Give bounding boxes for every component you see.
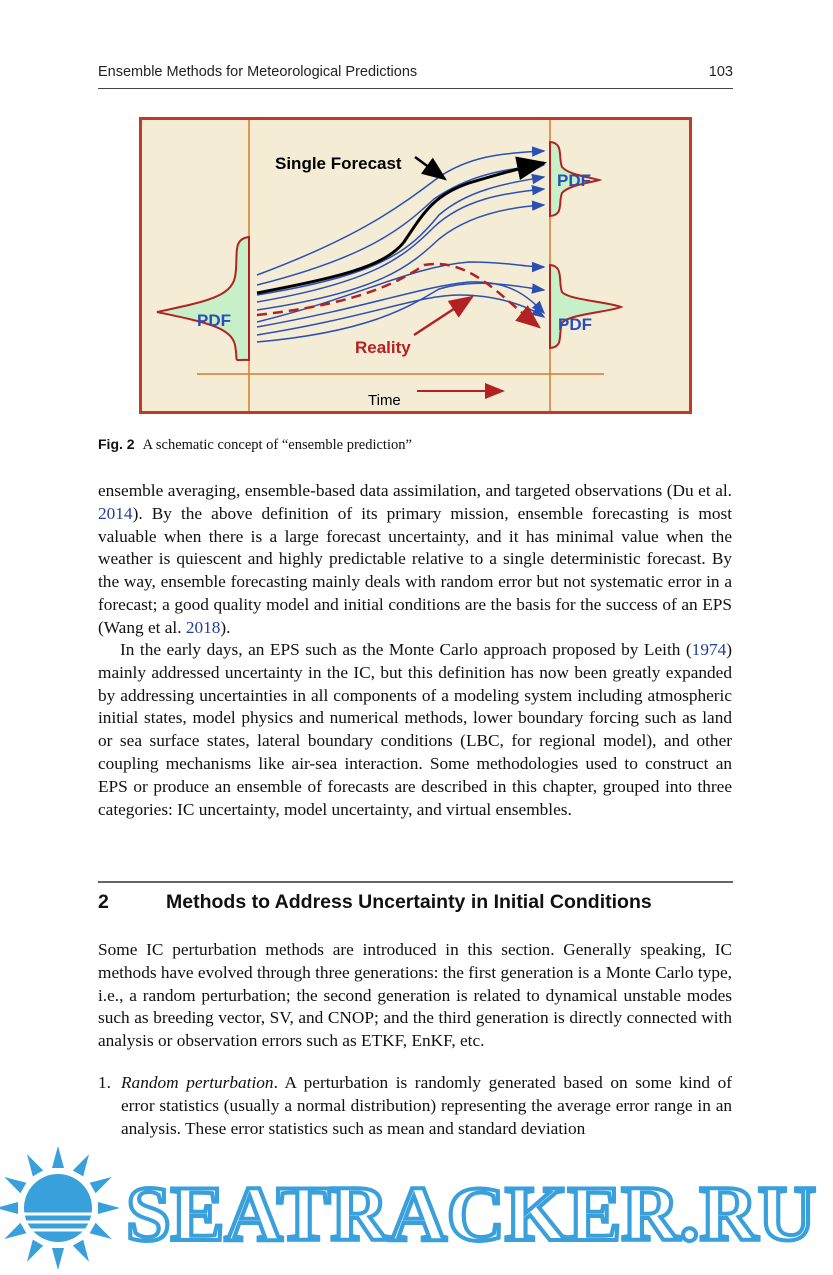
body-paragraph-1: ensemble averaging, ensemble-based data assimilation, and targeted observations (Du et al. 2014). By the above definition of its primary mission, ensemble forecasting is most valuable when there is a large forecast uncertainty, and it has minimal value when the weather is quiescent and highly predictable relative to a single deterministic forecast. By the way, ensemble forecasting mainly deals with random error but not systematic error in a forecast; a good quality model and initial conditions are the basis for the success of an EPS (Wang et al. 2018). xyxy=(98,481,732,637)
running-header xyxy=(98,64,733,89)
reality-label: Reality xyxy=(355,338,411,357)
citation-link[interactable]: 2014 xyxy=(98,503,133,523)
list-item-number: 1. xyxy=(98,1073,111,1092)
figure-ensemble-schematic xyxy=(139,117,692,414)
section-heading xyxy=(98,881,733,914)
figure-caption xyxy=(98,436,412,454)
watermark xyxy=(0,1140,833,1270)
pdf-bottom-right-label: PDF xyxy=(558,315,592,334)
time-label: Time xyxy=(368,392,401,409)
single-forecast-label: Single Forecast xyxy=(275,154,402,173)
list-item xyxy=(98,1072,732,1140)
figure-caption-text: A schematic concept of “ensemble prediction” xyxy=(142,437,412,453)
pdf-top-right-label: PDF xyxy=(557,171,591,190)
watermark-text: SEATRACKER.RU xyxy=(126,1170,816,1257)
citation-link[interactable]: 2018 xyxy=(185,617,221,637)
section-number: 2 xyxy=(98,891,109,913)
page-number: 103 xyxy=(708,64,733,80)
citation-link[interactable]: 1974 xyxy=(691,640,727,659)
section-title: Methods to Address Uncertainty in Initial Conditions xyxy=(166,891,652,913)
list-item-text: . A perturbation is randomly generated based on some kind of error statistics (usually a normal distribution) representing the average error range in an analysis. These error statistics such as mean and standard deviation xyxy=(121,1073,732,1138)
body-paragraph-3: Some IC perturbation methods are introduced in this section. Generally speaking, IC methods have evolved through three generations: the first generation is a Monte Carlo type, i.e., a random perturbation; the second generation is related to dynamical unstable modes such as breeding vector, SV, and CNOP; and the third generation is directly connected with analysis or observation errors such as ETKF, EnKF, etc. xyxy=(98,940,732,1051)
list-item-term: Random perturbation xyxy=(121,1073,274,1092)
figure-background xyxy=(141,119,691,413)
body-paragraph-2: In the early days, an EPS such as the Monte Carlo approach proposed by Leith (1974) mainly addressed uncertainty in the IC, but this definition has now been greatly expanded by addressing uncertainties in all components of a modeling system including atmospheric initial states, model physics and numerical methods, lower boundary forcing such as land or sea surface states, lateral boundary conditions (LBC, for regional model), and other coupling mechanisms like air-sea interaction. Some methodologies used to construct an EPS or produce an ensemble of forecasts are described in this chapter, grouped into three categories: IC uncertainty, model uncertainty, and virtual ensembles. xyxy=(98,640,732,819)
pdf-left-label: PDF xyxy=(197,311,231,330)
running-title: Ensemble Methods for Meteorological Predictions xyxy=(98,64,418,80)
sun-logo-icon xyxy=(0,1146,120,1270)
figure-label: Fig. 2 xyxy=(98,436,135,452)
